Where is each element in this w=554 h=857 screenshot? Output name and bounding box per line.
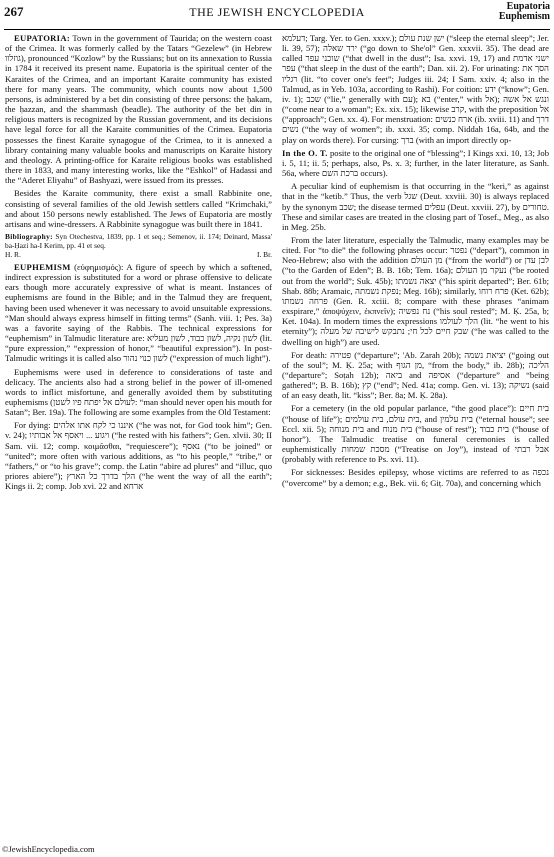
running-title: THE JEWISH ENCYCLOPEDIA <box>189 5 365 19</box>
paragraph: From the later literature, especially the Talmudic, many examples may be cited. For “to die” the following phrases occur: נפטר (“depart”), common in Neo-Hebrew; also with the addition מן העולם (“from the world”) or לבן עדן (“to the Garden of Eden”; B. B. 16b; Tem. 16a); נעקר מן העולם (“be rooted out from the world”; Suk. 45b); יצאה נשמתו (“his spirit departed”; Ber. 61b; Shab. 88b; Aramaic, נפקת נשמתה; Meg. 16b); similarly, פרח רוחו (Ket. 62b); פרחה נשמתו (Gen. R. xciii. 8; compare with these phrases “animam exspirare,” ἀποψύχειν, ἐκπνεῖν); נח נפשיה (“his soul rested”; M. Ḳ. 25a, b; Ket. 104a). In modern times the expressions הלך לעולמו (lit. “he went to his eternity”); שבק חיים לכל חי; נתבקש לישיבה של מעלה (“he was called to the dwelling on high”) are used. <box>282 234 549 347</box>
bibliography <box>5 232 272 259</box>
left-column <box>5 33 272 841</box>
author-signature: I. Br. <box>257 249 272 259</box>
guide-word-bottom: Euphemism <box>498 11 550 22</box>
paragraph: Besides the Karaite community, there exist a small Rabbinite one, consisting of several families of the old Jewish settlers called “Krimchaki,” and about 150 persons newly established. The Jews of Eupatoria are mostly artisans and wine-dressers. A Rabbinite synagogue was built there in 1841. <box>5 188 272 229</box>
page-number: 267 <box>4 4 24 19</box>
page-header <box>4 2 550 28</box>
paragraph-text: Town in the government of Taurida; on the western coast of the Crimea. It was formerly called by the Tatars “Gezelew” (in Hebrew גוזלוו), pronounced “Kozlow” by the Russians; but on its annexation to Russia in 1784 it received its present name. Eupatoria is the spiritual center of the Karaites of the Crimea, and an important Karaite community has existed there for many years. The community, which counts now about 1,500 persons, is administered by a bet din consisting of three persons: the ḥakam, the ḥazzan, and the shammash (beadle). The authority of the bet din in religious matters is recognized by the Russian government, and its decisions have legal force for all the Karaite communities of the Crimea. Eupatoria possesses the finest Karaite synagogue of the Crimea, to it is annexed a library containing many valuable books and manuscripts on Karaite history and theology. A printing-office for Karaite religious books was established there in 1833, and many interesting works, like the “Eshkol” of Hadassi and the “Aderet Eliyahu” of Bashyazi, were issued from its presses. <box>5 33 272 186</box>
side-heading: In the O. T. <box>282 147 328 158</box>
entry-head-euphemism: EUPHEMISM <box>14 261 71 272</box>
paragraph: For sicknesses: Besides epilepsy, whose victims are referred to as נכפה (“overcome” by a demon; e.g., Bek. vii. 6; Giṭ. 70a), and concerning which <box>282 467 549 488</box>
guide-words <box>499 2 550 22</box>
paragraph-text: posite to the original one of “blessing”; I Kings xxi. 10, 13; Job i. 5, 11; ii. 5; perhaps, also, Ps. x. 3; further, in the later literature, as Sanh. 56a, where ברכת השם occurs). <box>282 147 549 179</box>
bibliography-text: Syn Otechestva, 1839, pp. 1 et seq.; Semenov, ii. 174; Deinard, Massa' ba-Ḥazi ha-I Kerim, pp. 41 et seq. <box>5 231 272 250</box>
entry-head-eupatoria: EUPATORIA: <box>14 33 70 43</box>
paragraph: For dying: איננו כי לקח אתו אלהים (“he was not, for God took him”; Gen. v. 24); ויגוע ... ויאסף אל אבותיו (“he rested with his fathers”; Gen. xlvii. 30; II Sam. vii. 12; comp. κοιμᾶσθαι, “requiescere”); נאסף (“to be joined” or “united”; more often with various additions, as “to his people,” “tribe,” or “fathers,” or “to his grave”; comp. the Latin “abire ad plures” and “illuc, quo priores abiere”); הלך בדרך כל הארץ (“he went the way of all the earth”; Kings ii. 2; comp. Job xvi. 22 and ארחא <box>5 420 272 492</box>
paragraph: For death: פטירה (“departure”; 'Ab. Zarah 20b); יציאת נשמה (“going out of the soul”; M. Ḳ. 25a; with מן הגוף, “from the body,” ib. 28b); הליכה (“departure”; Soṭah 12b); ביאה and אסיפה (“departure” and “being gathered”; B. B. 16b); קץ (“end”; Ned. 41a; comp. Gen. vi. 13); נשיקה (said of an easy death, lit. “kiss”; Ber. 8a; M. Ḳ. 28a). <box>282 349 549 401</box>
guide-word-top: Eupatoria <box>506 1 550 12</box>
author-initials: H. R. <box>5 249 21 259</box>
header-rule <box>4 29 550 30</box>
footer-credit: ©JewishEncyclopedia.com <box>2 844 95 854</box>
paragraph <box>282 148 549 178</box>
bibliography-head: Bibliography: <box>5 231 53 241</box>
right-column <box>282 33 549 841</box>
paragraph-text: (εὐφημισμός): A figure of speech by which a softened, indirect expression is substituted for a word or phrase offensive to delicate ears though more accurately expressive of what is meant. Instances of euphemisms are found in the Bible; and in the Talmud they are frequent, having been used whenever it was necessary to avoid unsuitable expressions. “Man should always express himself in fitting terms” (Sanh. viii. 1; Pes. 3a) was a favorite saying of the Rabbis. The technical expressions for “euphemism” in Talmudic literature are: לשון נקיה, לשון כבוד, לשון מעליא (lit. “pure expression,” “expression of honor,” “beautiful expression”). In post-Talmudic writings it is called also לשון כנוי נהור (“expression of much light”). <box>5 261 272 364</box>
paragraph: For a cemetery (in the old popular parlance, “the good place”): בית חיים (“house of life”); בית עולם, בית עולמים, and בית עלמין (“eternal house”; see Eccl. xii. 5); בית מנוחה and בית מנוח (“house of rest”); בית כבוד (“house of honor”). The Talmudic treatise on funeral ceremonies is called euphemistically מסכת שמחות (“Treatise on Joy”), instead of אבל רבתי (probably with reference to Ps. xvi. 11). <box>282 403 549 465</box>
paragraph: Euphemisms were used in deference to considerations of taste and delicacy. The ancients also had a strong belief in the power of ill-omened words to inflict misfortune, and generally avoided them by substituting euphemisms (לעולם אל יפתח פיו לשטן: “man should never open his mouth for Satan”; Ber. 19a). The following are some examples from the Old Testament: <box>5 366 272 418</box>
paragraph: דעלמא; Targ. Yer. to Gen. xxxv.); ישן שנת עולם (“sleep the eternal sleep”; Jer. li. 39, 57); ירד שאלה (“go down to She'ol” Gen. xxxvii. 35). The dead are called שוכני עפר (“that dwell in the dust”; Isa. xxvi. 19, 17) and ישני אדמת עפר (“that sleep in the dust of the earth”; Dan. xii. 2). For urinating: הסך את רגליו (lit. “to cover one's feet”; Judges iii. 24; I Sam. xxiv. 4; also in the Talmud, as in Yeb. 103a, according to Rashi). For coition: ידע (“know”; Gen. iv. 1); שכב (“lie,” generally with עם); בא (“enter,” with אל); ונגש אל אשה (“come near to a woman”; Ex. xix. 15); likewise קרב, with the preposition אל (“approach”; Gen. xx. 4). For menstruation: ארח כנשים (ib. xviii. 11) and דרך נשים (“the way of women”; ib. xxxi. 35; comp. Niddah 16a, 64b, and the play on words there). For cursing: ברך (with an import directly op- <box>282 33 549 145</box>
article-eupatoria <box>5 33 272 185</box>
article-euphemism <box>5 262 272 364</box>
paragraph: A peculiar kind of euphemism is that occurring in the “keri,” as against that in the “ketib.” Thus, the verb שגל (Deut. xxviii. 30) is always replaced by the synonym שכב; the disease termed עפלים (Deut. xxviii. 27), by טחורים. These and similar cases are treated in the closing part of Tosef., Meg., as also in Meg. 25b. <box>282 181 549 232</box>
